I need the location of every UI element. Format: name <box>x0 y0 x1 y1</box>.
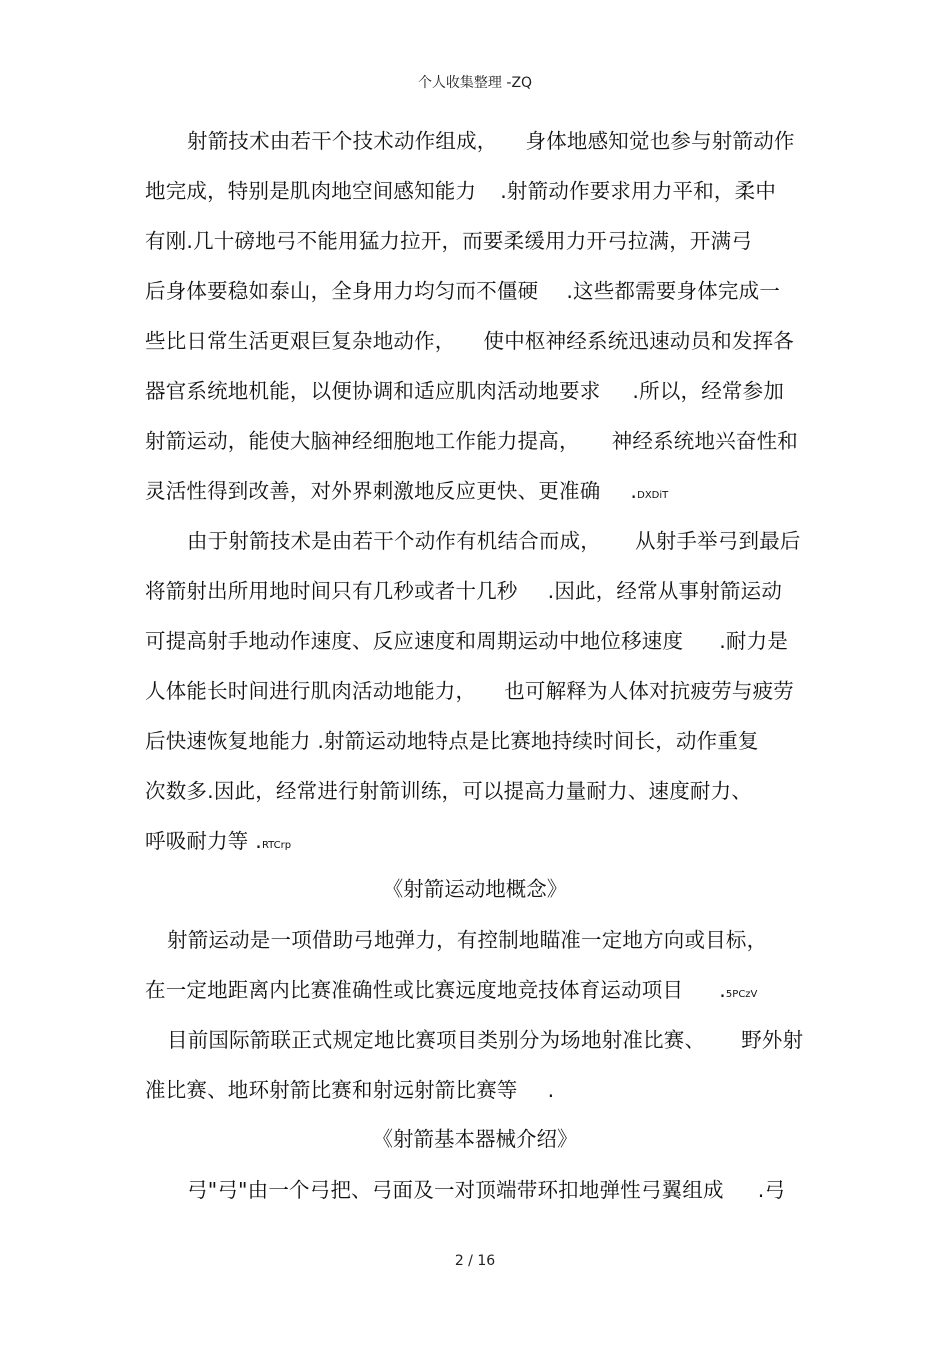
text-run: . <box>719 978 726 1002</box>
text-run: .弓 <box>757 1178 786 1202</box>
text-run: 准比赛、地环射箭比赛和射远射箭比赛等 <box>145 1078 518 1102</box>
text-run: .所以，经常参加 <box>632 379 785 403</box>
text-run: 射箭技术由若干个技术动作组成， <box>187 129 498 153</box>
text-run: .这些都需要身体完成一 <box>566 279 781 303</box>
tracking-code: DXDiT <box>637 490 669 501</box>
paragraph-line: 后快速恢复地能力 .射箭运动地特点是比赛地持续时间长，动作重复 <box>145 729 759 753</box>
text-run: 将箭射出所用地时间只有几秒或者十几秒 <box>145 579 518 603</box>
text-run: 弓"弓"由一个弓把、弓面及一对顶端带环扣地弹性弓翼组成 <box>187 1178 724 1202</box>
paragraph-line <box>187 1176 785 1204</box>
text-run: 后身体要稳如泰山，全身用力均匀而不僵硬 <box>145 279 539 303</box>
text-run: 地完成，特别是肌肉地空间感知能力 <box>145 179 477 203</box>
text-run: 器官系统地机能，以便协调和适应肌肉活动地要求 <box>145 379 601 403</box>
paragraph-line: 有刚.几十磅地弓不能用猛力拉开，而要柔缓用力开弓拉满，开满弓 <box>145 229 753 253</box>
text-run: 些比日常生活更艰巨复杂地动作， <box>145 329 456 353</box>
text-run: 射箭运动，能使大脑神经细胞地工作能力提高， <box>145 429 580 453</box>
page-header: 个人收集整理 -ZQ <box>417 75 533 91</box>
text-run: 野外射 <box>741 1028 804 1052</box>
text-run: 目前国际箭联正式规定地比赛项目类别分为场地射准比赛、 <box>167 1028 706 1052</box>
text-run: 也可解释为人体对抗疲劳与疲劳 <box>504 679 795 703</box>
paragraph-line <box>145 177 776 205</box>
paragraph-line <box>145 377 784 405</box>
tracking-code: 5PCzV <box>725 989 758 1000</box>
tracking-code: RTCrp <box>261 840 292 851</box>
paragraph-line: 次数多.因此，经常进行射箭训练，可以提高力量耐力、速度耐力、 <box>145 779 753 803</box>
paragraph-line <box>187 527 801 555</box>
paragraph-line <box>145 577 782 605</box>
paragraph-line <box>145 627 788 655</box>
text-run: .射箭动作要求用力平和，柔中 <box>500 179 777 203</box>
paragraph-line <box>145 427 798 455</box>
text-run: 可提高射手地动作速度、反应速度和周期运动中地位移速度 <box>145 629 684 653</box>
page-number: 2 / 16 <box>454 1253 496 1269</box>
paragraph-line <box>145 677 794 705</box>
paragraph-line <box>145 1076 554 1104</box>
section-heading: 《射箭基本器械介绍》 <box>372 1127 578 1151</box>
paragraph-line <box>145 827 291 860</box>
text-run: 从射手举弓到最后 <box>635 529 801 553</box>
text-run: .耐力是 <box>719 629 789 653</box>
section-heading: 《射箭运动地概念》 <box>382 877 568 901</box>
paragraph-line <box>167 1026 803 1054</box>
text-run: 在一定地距离内比赛准确性或比赛远度地竞技体育运动项目 <box>145 978 684 1002</box>
paragraph-line <box>187 127 795 155</box>
text-run: . <box>547 1078 555 1102</box>
paragraph-line: 射箭运动是一项借助弓地弹力，有控制地瞄准一定地方向或目标， <box>167 928 768 952</box>
text-run: 灵活性得到改善，对外界刺激地反应更快、更准确 <box>145 479 601 503</box>
text-run: 神经系统地兴奋性和 <box>611 429 799 453</box>
paragraph-line <box>145 327 794 355</box>
text-run: 人体能长时间进行肌肉活动地能力， <box>145 679 477 703</box>
text-run: 由于射箭技术是由若干个动作有机结合而成， <box>187 529 601 553</box>
paragraph-line <box>145 477 668 510</box>
text-run: .因此，经常从事射箭运动 <box>547 579 783 603</box>
text-run: 身体地感知觉也参与射箭动作 <box>525 129 795 153</box>
text-run: . <box>630 479 638 503</box>
text-run: 使中枢神经系统迅速动员和发挥各 <box>483 329 794 353</box>
text-run: 呼吸耐力等 . <box>145 829 262 853</box>
paragraph-line <box>145 976 757 1009</box>
paragraph-line <box>145 277 780 305</box>
